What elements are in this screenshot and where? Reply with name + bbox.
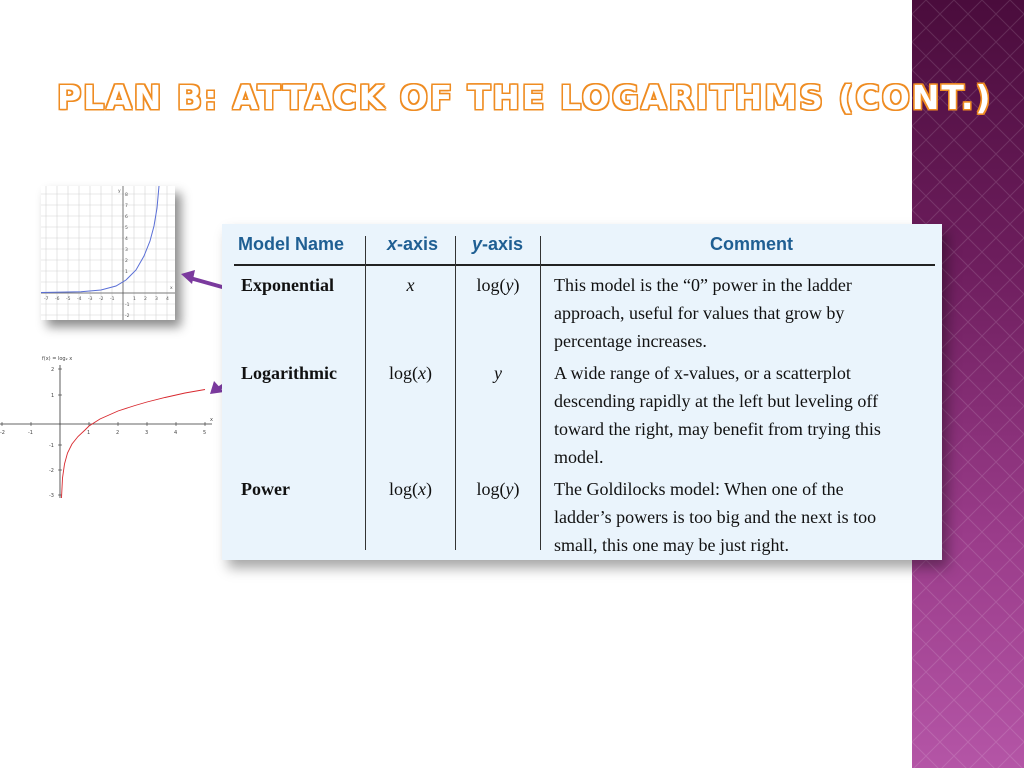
row-x-suffix: ) bbox=[426, 363, 432, 383]
exponential-curve bbox=[41, 186, 159, 293]
slide-title: PLAN B: ATTACK OF THE LOGARITHMS (CONT.) bbox=[57, 78, 993, 117]
row-y-suffix: ) bbox=[513, 479, 520, 499]
header-y-suffix: -axis bbox=[482, 234, 524, 254]
comment-line: The Goldilocks model: When one of the bbox=[554, 479, 844, 499]
row-y-var: y bbox=[505, 479, 514, 499]
x-tick-label: -5 bbox=[66, 297, 71, 302]
row-comment bbox=[554, 475, 929, 559]
exponential-graph bbox=[41, 186, 175, 320]
x-tick-label: 4 bbox=[166, 297, 169, 302]
comment-line: small, this one may be just right. bbox=[554, 535, 789, 555]
y-tick-label: 5 bbox=[125, 226, 128, 231]
y-axis-label: y bbox=[118, 189, 121, 194]
y-tick-label: -3 bbox=[49, 493, 54, 499]
row-y-axis bbox=[456, 359, 540, 387]
x-tick-label: 1 bbox=[87, 430, 91, 436]
exponential-graph-svg bbox=[41, 186, 175, 320]
comment-line: percentage increases. bbox=[554, 331, 707, 351]
function-label: f(x) = log₂ x bbox=[42, 356, 73, 362]
row-y-var: y bbox=[494, 363, 502, 383]
y-tick-label: -2 bbox=[49, 468, 54, 474]
row-model-name: Logarithmic bbox=[241, 363, 337, 383]
x-tick-label: -7 bbox=[44, 297, 49, 302]
logarithmic-graph-svg bbox=[0, 350, 215, 500]
column-divider bbox=[540, 236, 541, 550]
x-tick-label: 5 bbox=[203, 430, 207, 436]
row-model-name: Exponential bbox=[241, 275, 335, 295]
row-comment bbox=[554, 359, 929, 471]
comment-line: A wide range of x-values, or a scatterplot bbox=[554, 363, 851, 383]
x-tick-label: -2 bbox=[0, 430, 5, 436]
x-tick-label: -1 bbox=[110, 297, 115, 302]
x-tick-label: -1 bbox=[28, 430, 33, 436]
row-y-axis bbox=[456, 475, 540, 503]
header-model-name: Model Name bbox=[238, 234, 345, 254]
row-y-prefix: log( bbox=[476, 275, 506, 295]
row-x-axis bbox=[366, 359, 455, 387]
comment-line: descending rapidly at the left but leveling off bbox=[554, 391, 879, 411]
x-axis-label: x bbox=[210, 417, 213, 423]
header-y-var: y bbox=[472, 234, 483, 254]
x-axis-label: x bbox=[170, 286, 173, 291]
y-tick-label: 3 bbox=[125, 248, 128, 253]
row-x-var: x bbox=[406, 275, 415, 295]
x-tick-label: 2 bbox=[116, 430, 120, 436]
comment-line: toward the right, may benefit from trying this bbox=[554, 419, 881, 439]
row-x-var: x bbox=[418, 479, 426, 499]
models-table bbox=[222, 224, 942, 560]
logarithmic-graph bbox=[0, 350, 215, 500]
y-tick-label: -1 bbox=[125, 303, 130, 308]
row-x-prefix: log( bbox=[389, 479, 418, 499]
x-tick-label: -3 bbox=[88, 297, 93, 302]
row-x-var: x bbox=[418, 363, 426, 383]
comment-line: approach, useful for values that grow by bbox=[554, 303, 845, 323]
row-x-suffix: ) bbox=[426, 479, 432, 499]
row-x-axis bbox=[366, 271, 455, 299]
x-tick-label: 3 bbox=[155, 297, 158, 302]
row-model-name: Power bbox=[241, 479, 290, 499]
x-tick-label: -4 bbox=[77, 297, 82, 302]
comment-line: This model is the “0” power in the ladder bbox=[554, 275, 852, 295]
x-tick-label: 1 bbox=[133, 297, 136, 302]
row-x-axis bbox=[366, 475, 455, 503]
comment-line: model. bbox=[554, 447, 604, 467]
y-tick-label: 6 bbox=[125, 215, 128, 220]
x-tick-label: -2 bbox=[99, 297, 104, 302]
header-x-axis bbox=[387, 234, 438, 255]
y-tick-label: 8 bbox=[125, 193, 128, 198]
x-tick-label: -6 bbox=[55, 297, 60, 302]
row-comment bbox=[554, 271, 929, 355]
comment-line: ladder’s powers is too big and the next is too bbox=[554, 507, 877, 527]
row-y-prefix: log( bbox=[476, 479, 506, 499]
logarithmic-curve bbox=[62, 390, 206, 499]
y-tick-label: 1 bbox=[51, 393, 55, 399]
x-tick-label: 4 bbox=[174, 430, 178, 436]
y-tick-label: 2 bbox=[51, 367, 55, 373]
row-y-axis bbox=[456, 271, 540, 299]
y-tick-label: 2 bbox=[125, 259, 128, 264]
header-x-suffix: -axis bbox=[397, 234, 439, 254]
header-y-axis bbox=[472, 234, 523, 255]
y-tick-label: 1 bbox=[125, 270, 128, 275]
x-tick-label: 3 bbox=[145, 430, 149, 436]
header-divider bbox=[234, 264, 935, 266]
y-tick-label: -2 bbox=[125, 314, 130, 319]
y-tick-label: -1 bbox=[49, 443, 54, 449]
x-tick-label: 2 bbox=[144, 297, 147, 302]
header-x-var: x bbox=[387, 234, 398, 254]
y-tick-label: 7 bbox=[125, 204, 128, 209]
y-tick-label: 4 bbox=[125, 237, 128, 242]
row-y-var: y bbox=[505, 275, 514, 295]
row-y-suffix: ) bbox=[513, 275, 520, 295]
header-comment: Comment bbox=[710, 234, 794, 254]
row-x-prefix: log( bbox=[389, 363, 418, 383]
